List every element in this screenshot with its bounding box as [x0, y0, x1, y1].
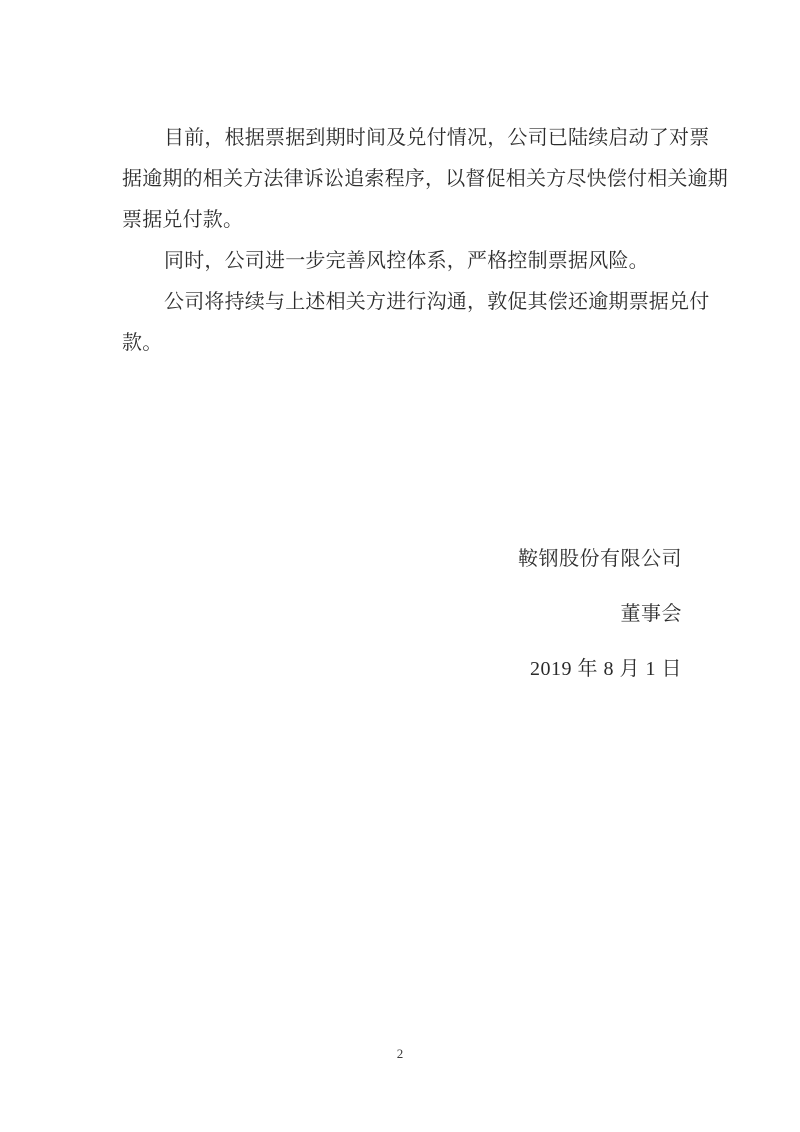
- body-line: 票据兑付款。: [122, 209, 244, 231]
- body-line: 目前，根据票据到期时间及兑付情况，公司已陆续启动了对票: [164, 127, 710, 149]
- body-line: 公司将持续与上述相关方进行沟通，敦促其偿还逾期票据兑付: [164, 291, 710, 313]
- document-body: [122, 118, 728, 364]
- signature-board: 董事会: [620, 603, 682, 625]
- body-line: 款。: [122, 332, 163, 354]
- page-number: 2: [396, 1046, 404, 1061]
- body-paragraph: [122, 282, 710, 364]
- body-paragraph: [122, 118, 728, 241]
- body-paragraph: [122, 241, 690, 282]
- signature-company: 鞍钢股份有限公司: [518, 548, 682, 570]
- signature-block: [518, 532, 682, 697]
- body-line: 同时，公司进一步完善风控体系，严格控制票据风险。: [164, 250, 649, 272]
- signature-date: 2019 年 8 月 1 日: [530, 658, 682, 680]
- body-line: 据逾期的相关方法律诉讼追索程序，以督促相关方尽快偿付相关逾期: [122, 168, 728, 190]
